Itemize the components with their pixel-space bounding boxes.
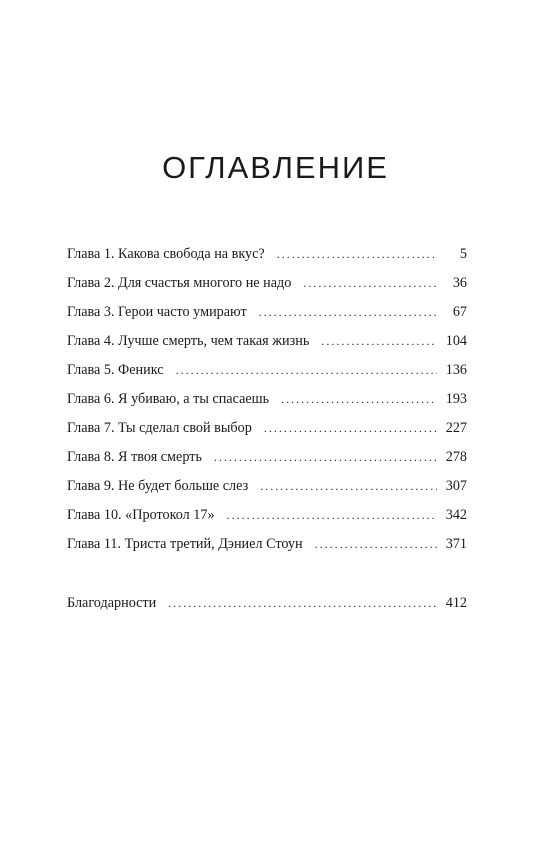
- dot-leader: [227, 501, 437, 530]
- toc-entry-label: Глава 2. Для счастья многого не надо: [67, 275, 292, 291]
- toc-entry-acknowledgements[interactable]: [67, 589, 467, 618]
- toc-entry-chapter-8[interactable]: [67, 443, 467, 472]
- toc-entry-page: 412: [445, 595, 467, 611]
- toc-entry-label: Глава 3. Герои часто умирают: [67, 304, 247, 320]
- dot-leader: [260, 472, 437, 501]
- dot-leader: [264, 414, 437, 443]
- toc-entry-page: 342: [445, 507, 467, 523]
- toc-entry-page: 307: [445, 478, 467, 494]
- dot-leader: [277, 240, 437, 269]
- toc-entry-label: Глава 6. Я убиваю, а ты спасаешь: [67, 391, 270, 407]
- toc-entry-chapter-4[interactable]: [67, 327, 467, 356]
- dot-leader: [259, 298, 437, 327]
- toc-entry-page: 104: [445, 333, 467, 349]
- section-spacer: [67, 559, 467, 589]
- toc-entry-page: 5: [459, 246, 467, 262]
- table-of-contents: [67, 240, 467, 618]
- toc-entry-page: 371: [445, 536, 467, 552]
- toc-entry-label: Глава 7. Ты сделал свой выбор: [67, 420, 252, 436]
- dot-leader: [321, 327, 437, 356]
- toc-entry-chapter-7[interactable]: [67, 414, 467, 443]
- toc-entry-chapter-9[interactable]: [67, 472, 467, 501]
- dot-leader: [303, 269, 437, 298]
- toc-entry-label: Глава 10. «Протокол 17»: [67, 507, 215, 523]
- toc-entry-page: 193: [445, 391, 467, 407]
- toc-entry-label: Глава 5. Феникс: [67, 362, 164, 378]
- toc-entry-page: 36: [452, 275, 467, 291]
- toc-entry-label: Глава 11. Триста третий, Дэниел Стоун: [67, 536, 303, 552]
- dot-leader: [214, 443, 437, 472]
- dot-leader: [315, 530, 437, 559]
- toc-entry-page: 227: [445, 420, 467, 436]
- toc-entry-chapter-6[interactable]: [67, 385, 467, 414]
- toc-entry-page: 67: [452, 304, 467, 320]
- toc-entry-chapter-3[interactable]: [67, 298, 467, 327]
- toc-entry-chapter-11[interactable]: [67, 530, 467, 559]
- toc-entry-label: Глава 1. Какова свобода на вкус?: [67, 246, 265, 262]
- dot-leader: [176, 356, 437, 385]
- toc-entry-page: 278: [445, 449, 467, 465]
- toc-entry-chapter-5[interactable]: [67, 356, 467, 385]
- toc-entry-page: 136: [445, 362, 467, 378]
- toc-entry-chapter-2[interactable]: [67, 269, 467, 298]
- page-title: ОГЛАВЛЕНИЕ: [162, 150, 389, 185]
- toc-entry-label: Глава 8. Я твоя смерть: [67, 449, 202, 465]
- toc-entry-label: Глава 4. Лучше смерть, чем такая жизнь: [67, 333, 310, 349]
- dot-leader: [168, 589, 437, 618]
- dot-leader: [281, 385, 437, 414]
- toc-entry-chapter-1[interactable]: [67, 240, 467, 269]
- toc-entry-label: Благодарности: [67, 595, 157, 611]
- toc-entry-chapter-10[interactable]: [67, 501, 467, 530]
- toc-entry-label: Глава 9. Не будет больше слез: [67, 478, 249, 494]
